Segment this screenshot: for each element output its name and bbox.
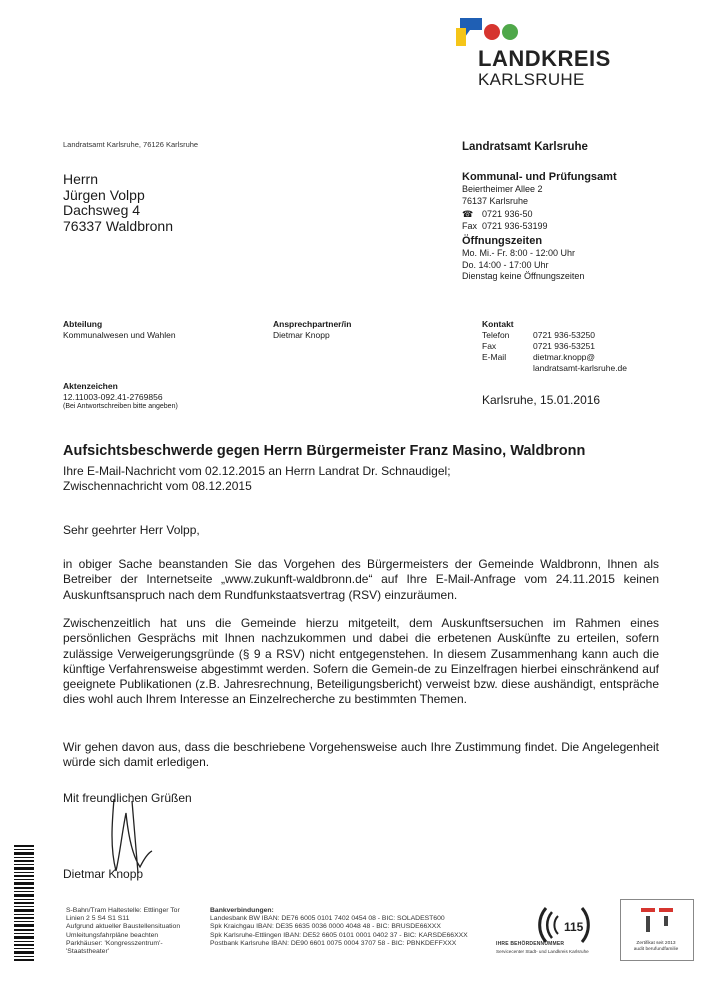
ansprechpartner-value: Dietmar Knopp: [273, 330, 330, 340]
footer-transit: [66, 907, 180, 956]
logo-emblem-icon: [452, 14, 632, 48]
ansprechpartner-heading: Ansprechpartner/in: [273, 319, 352, 329]
audit-berufundfamilie-icon: [621, 900, 693, 940]
kontakt-block: [482, 319, 682, 374]
certificate-line: audit berufundfamilie: [633, 946, 679, 952]
letter-subject: Aufsichtsbeschwerde gegen Herrn Bürgermeister Franz Masino, Waldbronn: [63, 443, 586, 459]
footer-transit-line: S-Bahn/Tram Haltestelle: Ettlinger Tor: [66, 907, 180, 914]
badge115-label: IHRE BEHÖRDENNUMMER: [496, 941, 565, 947]
telephone-icon: ☎: [462, 209, 474, 219]
badge115-subtitle: Servicecenter Stadt- und Landkreis Karlsruhe: [496, 949, 589, 954]
kontakt-telefon-row: [482, 330, 682, 341]
kontakt-email-row: [482, 363, 682, 374]
kontakt-telefon-label: Telefon: [482, 330, 510, 340]
subject-reference-line: Ihre E-Mail-Nachricht vom 02.12.2015 an Herrn Landrat Dr. Schnaudigel;: [63, 464, 451, 478]
office-hours: Dienstag keine Öffnungszeiten: [462, 271, 585, 281]
office-phone-row: [462, 209, 617, 221]
office-fax-row: [462, 221, 617, 233]
subject-reference-line: Zwischennachricht vom 08.12.2015: [63, 479, 252, 493]
footer-transit-line: Parkhäuser: 'Kongresszentrum'-: [66, 939, 163, 947]
office-hours: Do. 14:00 - 17:00 Uhr: [462, 259, 549, 270]
kontakt-heading: Kontakt: [482, 319, 514, 329]
office-fax: 0721 936-53199: [482, 220, 548, 231]
letter-date: Karlsruhe, 15.01.2016: [482, 393, 601, 407]
logo-title: LANDKREIS: [478, 46, 611, 71]
kontakt-fax-label: Fax: [482, 341, 497, 351]
certificate-line: Zertifikat seit 2013: [636, 941, 676, 946]
office-fax-label: Fax: [462, 220, 478, 231]
badge115-number: 115: [564, 920, 584, 934]
footer-transit-line: 'Staatstheater': [66, 948, 110, 956]
office-city: 76137 Karlsruhe: [462, 195, 529, 206]
recipient-address: [63, 172, 173, 234]
aktenzeichen-heading: Aktenzeichen: [63, 381, 118, 391]
footer-bank: [210, 907, 468, 948]
aktenzeichen-note: (Bei Antwortschreiben bitte angeben): [63, 403, 178, 410]
footer-bank-line: Postbank Karlsruhe IBAN: DE90 6601 0075 0004 3707 58 - BIC: PBNKDEFFXXX: [210, 939, 457, 947]
paragraph: in obiger Sache beanstanden Sie das Vorgehen des Bürgermeisters der Gemeinde Waldbronn, Ihnen als Betreiber der Internetseite „www.zukunft-waldbronn.de“ auf Ihre E-Mail-Anfrage vom 24.11.2015 keinen Auskunftsanspruch nach dem Rundfunkstaatsvertrag (RSV) einzuräumen.: [63, 557, 659, 602]
ansprechpartner-block: [273, 319, 351, 341]
footer-transit-line: Linien 2 5 S4 S1 S11: [66, 915, 130, 923]
footer-bank-line: Spk Karlsruhe-Ettlingen IBAN: DE52 6605 0101 0001 0402 37 - BIC: KARSDE66XXX: [210, 931, 468, 939]
closing: Mit freundlichen Grüßen: [63, 791, 192, 805]
logo-subtitle: KARLSRUHE: [478, 70, 585, 89]
barcode-icon: [14, 845, 34, 963]
office-street: Beiertheimer Allee 2: [462, 184, 543, 194]
kontakt-email[interactable]: dietmar.knopp@: [533, 352, 596, 362]
sender-line: Landratsamt Karlsruhe, 76126 Karlsruhe: [63, 140, 199, 149]
kontakt-email-domain[interactable]: landratsamt-karlsruhe.de: [533, 363, 628, 373]
office-hours: Mo. Mi.- Fr. 8:00 - 12:00 Uhr: [462, 248, 576, 258]
footer-bank-line: Landesbank BW IBAN: DE76 6005 0101 7402 0454 08 - BIC: SOLADEST600: [210, 915, 445, 923]
signer-name: Dietmar Knopp: [63, 867, 144, 881]
kontakt-telefon: 0721 936-53250: [533, 330, 595, 340]
paragraph: Wir gehen davon aus, dass die beschriebene Vorgehensweise auch Ihre Zustimmung findet. Die Angelegenheit würde sich damit erledigen.: [63, 740, 659, 770]
abteilung-value: Kommunalwesen und Wahlen: [63, 330, 176, 340]
office-block: [462, 171, 617, 283]
recipient-line: Dachsweg 4: [63, 202, 141, 218]
aktenzeichen-block: [63, 381, 178, 413]
salutation: Sehr geehrter Herr Volpp,: [63, 523, 200, 537]
office-hours-heading: Öffnungszeiten: [462, 235, 543, 247]
abteilung-block: [63, 319, 176, 341]
footer-transit-line: Umleitungsfahrpläne beachten: [66, 931, 159, 939]
recipient-line: Jürgen Volpp: [63, 186, 145, 203]
abteilung-heading: Abteilung: [63, 319, 103, 329]
aktenzeichen-value: 12.11003-092.41-2769856: [63, 391, 163, 402]
recipient-line: 76337 Waldbronn: [63, 217, 174, 234]
certificate-text: [622, 941, 690, 952]
footer-bank-heading: Bankverbindungen:: [210, 907, 274, 914]
kontakt-fax-row: [482, 341, 682, 352]
footer-transit-line: Aufgrund aktueller Baustellensituation: [66, 923, 181, 931]
paragraph: Zwischenzeitlich hat uns die Gemeinde hierzu mitgeteilt, dem Auskunftsersuchen im Rahmen eines persönlichen Gesprächs mit Ihnen nachzukommen und dabei die erbetenen Auskünfte zu erteilen, sofern zulässige Verweigerungsgründe (§ 9 a RSV) nicht entgegenstehen. In diesem Zusammenhang kann auch die künftige Verfahrensweise abgestimmt werden. Sofern die Gemein-de zu Einzelfragen hierbei einschränkend auf geeignete Publikationen (z.B. Jahresrechnung, Beteiligungsbericht) verweist bzw. diese aushändigt, entspräche dies wohl auch Ihrem Interesse an Einzelrecherche zu bestimmten Themen.: [63, 616, 659, 707]
subject-reference: [63, 464, 451, 494]
kontakt-email-label: E-Mail: [482, 352, 507, 362]
office-phone: 0721 936-50: [482, 209, 533, 219]
office-title: Landratsamt Karlsruhe: [462, 141, 588, 153]
kontakt-email-row: [482, 352, 682, 363]
office-department: Kommunal- und Prüfungsamt: [462, 171, 617, 183]
recipient-line: Herrn: [63, 171, 99, 187]
kontakt-fax: 0721 936-53251: [533, 341, 595, 351]
footer-bank-line: Spk Kraichgau IBAN: DE35 6635 0036 0000 4048 48 - BIC: BRUSDE66XXX: [210, 923, 441, 931]
